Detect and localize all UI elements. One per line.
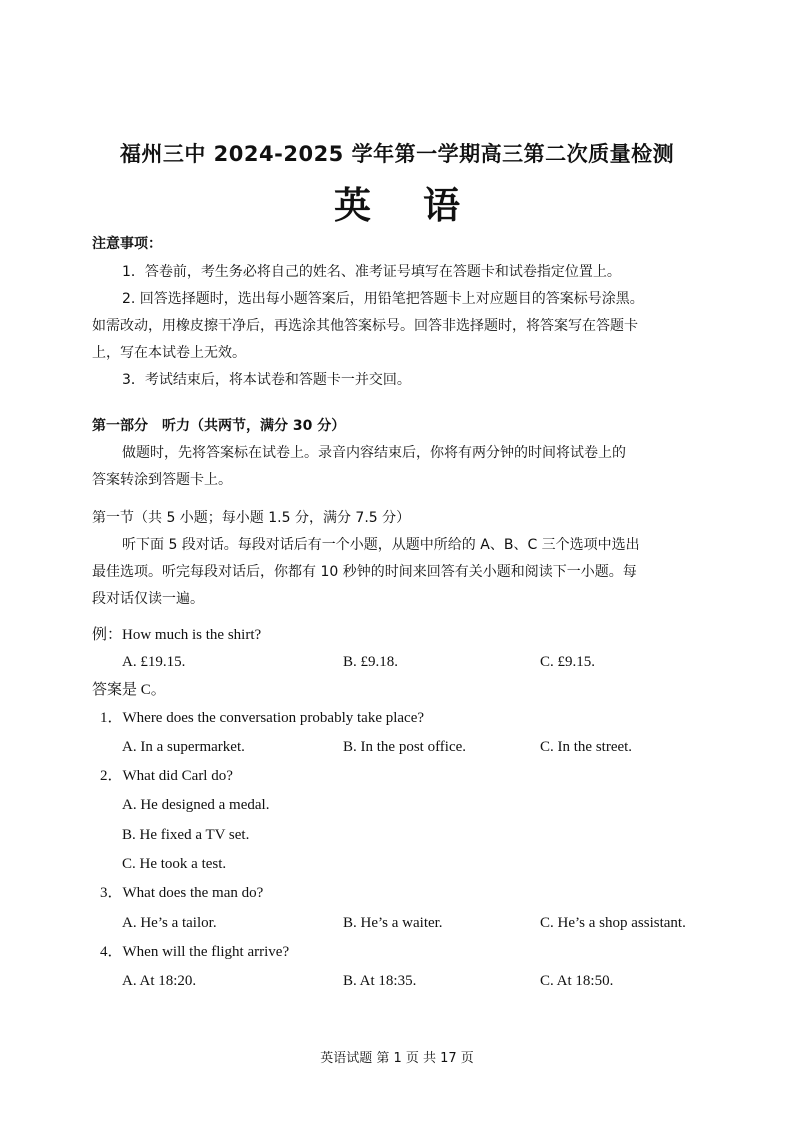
page-footer: 英语试题 第 1 页 共 17 页 bbox=[320, 1051, 474, 1066]
notice-heading: 注意事项： bbox=[92, 236, 162, 252]
question-1-option-b: B. In the post office. bbox=[343, 739, 467, 755]
notice-item-1: 1．答卷前，考生务必将自己的姓名、准考证号填写在答题卡和试卷指定位置上。 bbox=[122, 264, 621, 280]
question-1-option-c: C. In the street. bbox=[540, 739, 633, 755]
part1-intro-line-2: 答案转涂到答题卡上。 bbox=[92, 472, 232, 488]
notice-item-2-line-3: 上，写在本试卷上无效。 bbox=[92, 345, 246, 361]
question-2-option-b: B. He fixed a TV set. bbox=[122, 827, 250, 843]
section1-line-2: 最佳选项。听完每段对话后，你都有 10 秒钟的时间来回答有关小题和阅读下一小题。每 bbox=[92, 564, 637, 580]
section1-line-3: 段对话仅读一遍。 bbox=[92, 591, 204, 607]
question-3-option-a: A. He’s a tailor. bbox=[122, 915, 217, 931]
question-2: 2．What did Carl do? bbox=[100, 768, 233, 784]
question-3-option-b: B. He’s a waiter. bbox=[343, 915, 443, 931]
section1-heading: 第一节（共 5 小题；每小题 1.5 分，满分 7.5 分） bbox=[92, 510, 411, 526]
part1-heading: 第一部分 听力（共两节，满分 30 分） bbox=[92, 418, 346, 434]
example-answer: 答案是 C。 bbox=[92, 682, 166, 698]
question-4-option-c: C. At 18:50. bbox=[540, 973, 614, 989]
subject-title: 英语 bbox=[334, 184, 512, 227]
question-4-option-a: A. At 18:20. bbox=[122, 973, 197, 989]
question-3: 3．What does the man do? bbox=[100, 885, 264, 901]
section1-line-1: 听下面 5 段对话。每段对话后有一个小题，从题中所给的 A、B、C 三个选项中选出 bbox=[122, 537, 640, 553]
notice-item-2-line-2: 如需改动，用橡皮擦干净后，再选涂其他答案标号。回答非选择题时，将答案写在答题卡 bbox=[92, 318, 638, 334]
question-2-option-c: C. He took a test. bbox=[122, 856, 227, 872]
question-1-option-a: A. In a supermarket. bbox=[122, 739, 245, 755]
example-option-b: B. £9.18. bbox=[343, 654, 399, 670]
example-option-c: C. £9.15. bbox=[540, 654, 596, 670]
notice-item-2-line-1: 2. 回答选择题时，选出每小题答案后，用铅笔把答题卡上对应题目的答案标号涂黑。 bbox=[122, 291, 644, 307]
question-1: 1．Where does the conversation probably take place? bbox=[100, 710, 425, 726]
part1-intro-line-1: 做题时，先将答案标在试卷上。录音内容结束后，你将有两分钟的时间将试卷上的 bbox=[122, 445, 626, 461]
notice-item-3: 3．考试结束后，将本试卷和答题卡一并交回。 bbox=[122, 372, 411, 388]
question-4-option-b: B. At 18:35. bbox=[343, 973, 417, 989]
example-question: 例：How much is the shirt? bbox=[92, 627, 262, 643]
question-4: 4．When will the flight arrive? bbox=[100, 944, 290, 960]
question-2-option-a: A. He designed a medal. bbox=[122, 797, 270, 813]
question-3-option-c: C. He’s a shop assistant. bbox=[540, 915, 686, 931]
example-option-a: A. £19.15. bbox=[122, 654, 186, 670]
exam-title: 福州三中 2024-2025 学年第一学期高三第二次质量检测 bbox=[119, 142, 675, 166]
